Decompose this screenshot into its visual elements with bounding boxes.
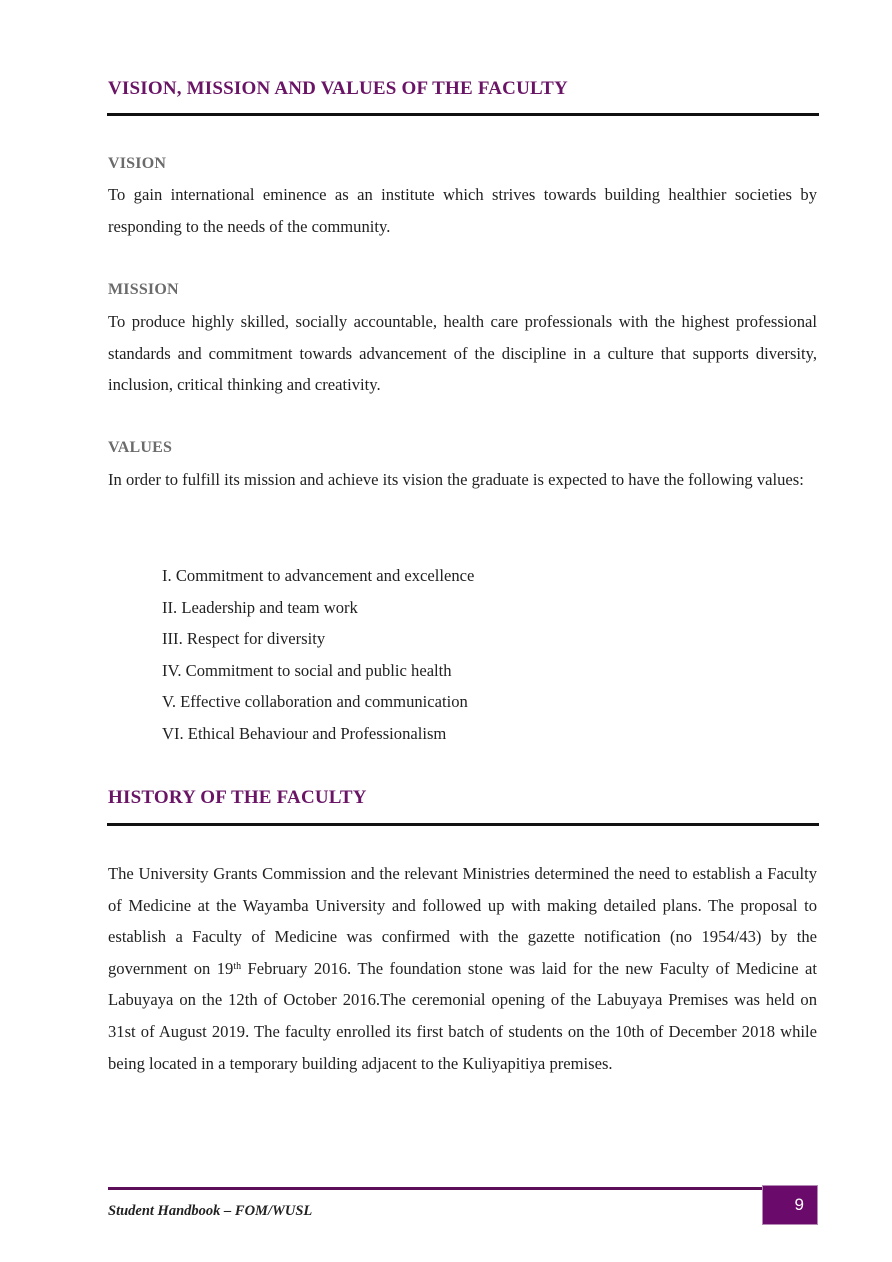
page-number: 9 bbox=[794, 1195, 804, 1214]
ordinal-suffix: th bbox=[233, 960, 242, 972]
values-list-item: I. Commitment to advancement and excellence bbox=[162, 566, 475, 585]
vision-text: To gain international eminence as an institute which strives towards building healthier societies by responding to the needs of the community. bbox=[108, 185, 817, 236]
heading-rule bbox=[107, 113, 819, 116]
history-text bbox=[108, 858, 817, 1079]
values-heading: VALUES bbox=[108, 439, 173, 456]
values-list-item: VI. Ethical Behaviour and Professionalism bbox=[162, 723, 447, 743]
values-intro: In order to fulfill its mission and achieve its vision the graduate is expected to have the following values: bbox=[108, 470, 804, 489]
section-title-vision-mission-values: VISION, MISSION AND VALUES OF THE FACULTY bbox=[108, 78, 568, 99]
footer-rule bbox=[108, 1187, 808, 1190]
values-list-item: III. Respect for diversity bbox=[162, 629, 326, 649]
values-list-item: V. Effective collaboration and communication bbox=[162, 692, 468, 712]
mission-text: To produce highly skilled, socially accountable, health care professionals with the highest professional standards and commitment towards advancement of the discipline in a culture that supports diversity, inclusion, critical thinking and creativity. bbox=[108, 312, 817, 395]
history-text-part1: The University Grants Commission and the relevant Ministries determined the need to establish a Faculty of Medicine at the Wayamba University and followed up with making detailed plans. The proposal to establish a Faculty of Medicine was confirmed with the gazette notification (no 1954/43) by the government on 19 bbox=[108, 864, 817, 978]
heading-rule bbox=[107, 823, 819, 826]
vision-heading: VISION bbox=[108, 155, 167, 172]
section-title-history: HISTORY OF THE FACULTY bbox=[108, 787, 367, 808]
footer-title: Student Handbook – FOM/WUSL bbox=[108, 1203, 313, 1219]
values-list bbox=[162, 560, 474, 750]
page-number-badge bbox=[763, 1186, 817, 1224]
values-list-item: IV. Commitment to social and public health bbox=[162, 660, 452, 680]
history-text-part2: February 2016. The foundation stone was laid for the new Faculty of Medicine at Labuyaya on the 12th of October 2016.The ceremonial opening of the Labuyaya Premises was held on 31st of August 2019. The faculty enrolled its first batch of students on the 10th of December 2018 while being located in a temporary building adjacent to the Kuliyapitiya premises. bbox=[108, 958, 817, 1073]
values-list-item: II. Leadership and team work bbox=[162, 597, 358, 617]
mission-heading: MISSION bbox=[108, 281, 179, 298]
